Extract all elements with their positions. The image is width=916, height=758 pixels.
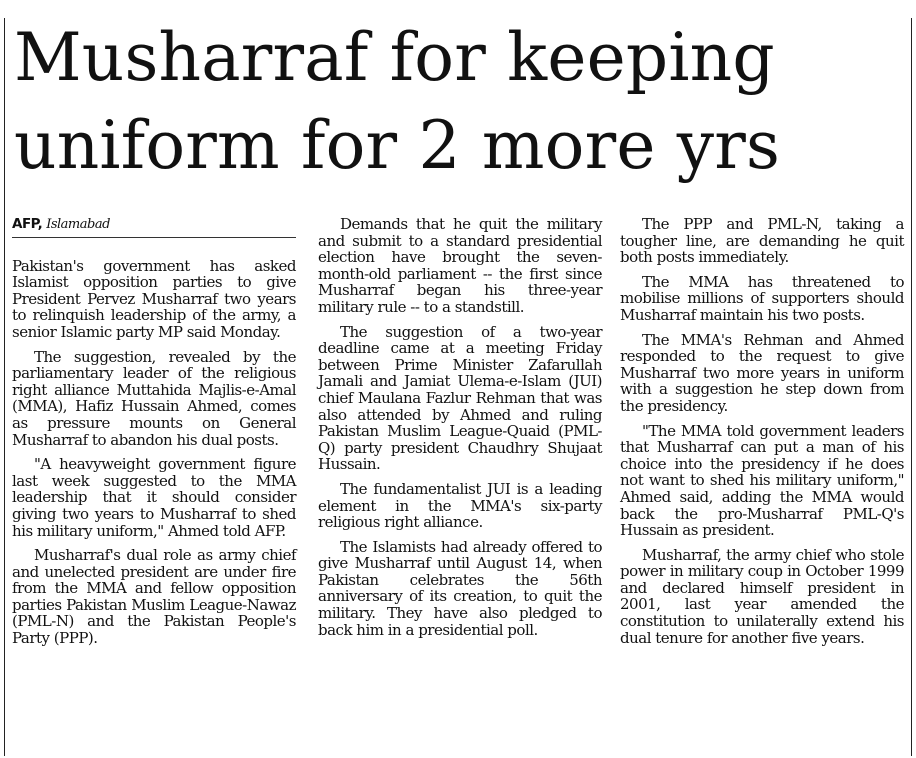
article-paragraph: The MMA's Rehman and Ahmed responded to the request to give Musharraf two more years in uniform with a suggestion he step down from the presidency. [620,330,904,415]
article-paragraph: The fundamentalist JUI is a leading element in the MMA's six-party religious right alliance. [318,479,602,532]
article-paragraph: The PPP and PML-N, taking a tougher line, are demanding he quit both posts immediately. [620,215,904,267]
article-paragraph: "The MMA told government leaders that Musharraf can put a man of his choice into the presidency if he does not want to shed his military uniform," Ahmed said, adding the MMA would back the pro-Musharraf PML-Q's Hussain as president. [620,421,904,540]
article-paragraph: Musharraf's dual role as army chief and unelected president are under fire from the MMA and fellow opposition parties Pakistan Muslim League-Nawaz (PML-N) and the Pakistan People's Party (PPP). [12,546,296,648]
article-paragraph: Musharraf, the army chief who stole power in military coup in October 1999 and declared himself president in 2001, last year amended the constitution to unilaterally extend his dual tenure for another five years. [620,545,904,647]
byline-dateline: Islamabad [46,217,110,232]
right-column-rule [911,18,912,756]
article-paragraph: Demands that he quit the military and submit to a standard presidential election have brought the seven-month-old parliament -- the first since Musharraf began his three-year military rule -- to a standstill. [318,215,602,316]
article-paragraph: "A heavyweight government figure last week suggested to the MMA leadership that it should consider giving two years to Musharraf to shed his military uniform," Ahmed told AFP. [12,455,296,540]
article-column-1 [12,216,296,655]
article-column-2 [318,216,602,646]
byline-agency: AFP, [12,216,43,232]
left-column-rule [4,18,5,756]
article-paragraph: The suggestion, revealed by the parliamentary leader of the religious right alliance Muttahida Majlis-e-Amal (MMA), Hafiz Hussain Ahmed, comes as pressure mounts on General Musharraf to abandon his dual posts. [12,347,296,449]
article-paragraph: The Islamists had already offered to give Musharraf until August 14, when Pakistan celebrates the 56th anniversary of its creation, to quit the military. They have also pledged to back him in a presidential poll. [318,537,602,639]
article-column-3 [620,216,904,654]
article-paragraph: Pakistan's government has asked Islamist opposition parties to give President Pervez Musharraf two years to relinquish leadership of the army, a senior Islamic party MP said Monday. [12,256,296,341]
headline: Musharraf for keeping uniform for 2 more yrs [14,19,781,184]
byline [12,216,296,238]
article-paragraph: The MMA has threatened to mobilise millions of supporters should Musharraf maintain his two posts. [620,272,904,324]
article-paragraph: The suggestion of a two-year deadline came at a meeting Friday between Prime Minister Zafarullah Jamali and Jamiat Ulema-e-Islam (JUI) chief Maulana Fazlur Rehman that was also attended by Ahmed and ruling Pakistan Muslim League-Quaid (PML-Q) party president Chaudhry Shujaat Hussain. [318,322,602,474]
